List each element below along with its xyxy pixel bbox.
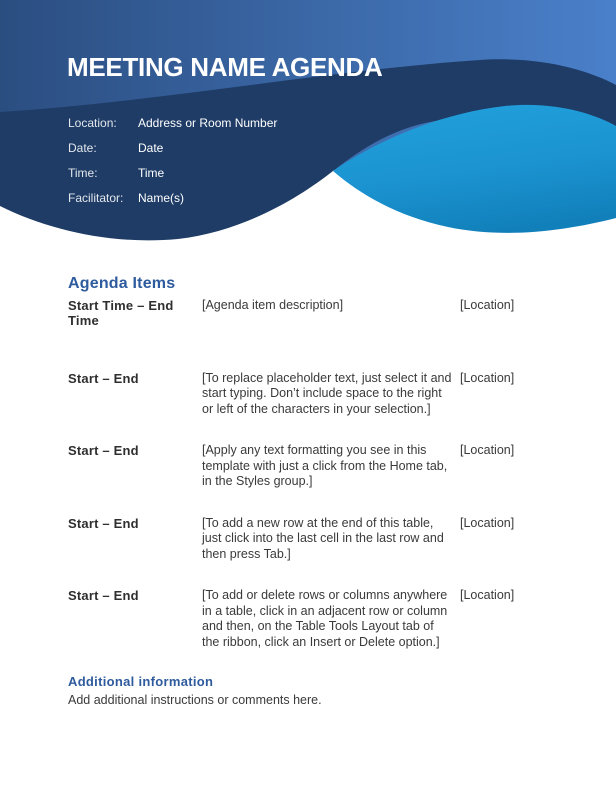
agenda-time-cell[interactable]: Start – End bbox=[68, 515, 139, 531]
agenda-description-cell[interactable]: [To add or delete rows or columns anywhere in a table, click in an adjacent row or column and then, on the Table Tools Layout tab of the ribbon, click an Insert or Delete option.] bbox=[202, 588, 448, 649]
agenda-description-cell[interactable]: [To replace placeholder text, just select it and start typing. Don’t include space to the right or left of the characters in your selection.] bbox=[202, 370, 452, 416]
agenda-location-cell[interactable]: [Location] bbox=[460, 370, 515, 385]
time-value[interactable]: Time bbox=[138, 166, 165, 180]
agenda-description-cell[interactable]: [Apply any text formatting you see in this template with just a click from the Home tab, in the Styles group.] bbox=[202, 443, 448, 489]
agenda-row-3 bbox=[68, 443, 520, 516]
date-value[interactable]: Date bbox=[138, 141, 164, 155]
date-label: Date: bbox=[68, 141, 97, 155]
agenda-row-2 bbox=[68, 371, 520, 444]
meeting-info-fields bbox=[68, 116, 368, 216]
agenda-location-cell[interactable]: [Location] bbox=[460, 588, 515, 602]
page-title[interactable]: MEETING NAME AGENDA bbox=[67, 52, 383, 82]
agenda-location-cell[interactable]: [Location] bbox=[460, 443, 515, 457]
field-facilitator bbox=[68, 191, 368, 216]
agenda-location-cell[interactable]: [Location] bbox=[460, 515, 515, 530]
additional-information-heading: Additional information bbox=[68, 674, 214, 689]
agenda-location-cell[interactable]: [Location] bbox=[460, 298, 515, 312]
field-time bbox=[68, 166, 368, 191]
agenda-description-cell[interactable]: [Agenda item description] bbox=[202, 298, 344, 312]
agenda-time-cell[interactable]: Start – End bbox=[68, 443, 139, 458]
facilitator-value[interactable]: Name(s) bbox=[138, 191, 185, 205]
agenda-table bbox=[68, 298, 520, 661]
additional-information-section bbox=[68, 674, 520, 707]
location-value[interactable]: Address or Room Number bbox=[138, 116, 278, 130]
agenda-items-heading: Agenda Items bbox=[68, 275, 176, 292]
field-date bbox=[68, 141, 368, 166]
agenda-row-1 bbox=[68, 298, 520, 371]
facilitator-label: Facilitator: bbox=[68, 191, 124, 205]
field-location bbox=[68, 116, 368, 141]
agenda-time-cell[interactable]: Start Time – End Time bbox=[68, 298, 174, 328]
agenda-description-cell[interactable]: [To add a new row at the end of this table, just click into the last cell in the last row and then press Tab.] bbox=[202, 515, 444, 561]
agenda-time-cell[interactable]: Start – End bbox=[68, 588, 139, 603]
agenda-time-cell[interactable]: Start – End bbox=[68, 370, 139, 386]
additional-information-body[interactable]: Add additional instructions or comments here. bbox=[68, 693, 322, 707]
location-label: Location: bbox=[68, 116, 117, 130]
time-label: Time: bbox=[68, 166, 98, 180]
agenda-row-4 bbox=[68, 516, 520, 589]
agenda-row-5 bbox=[68, 588, 520, 661]
